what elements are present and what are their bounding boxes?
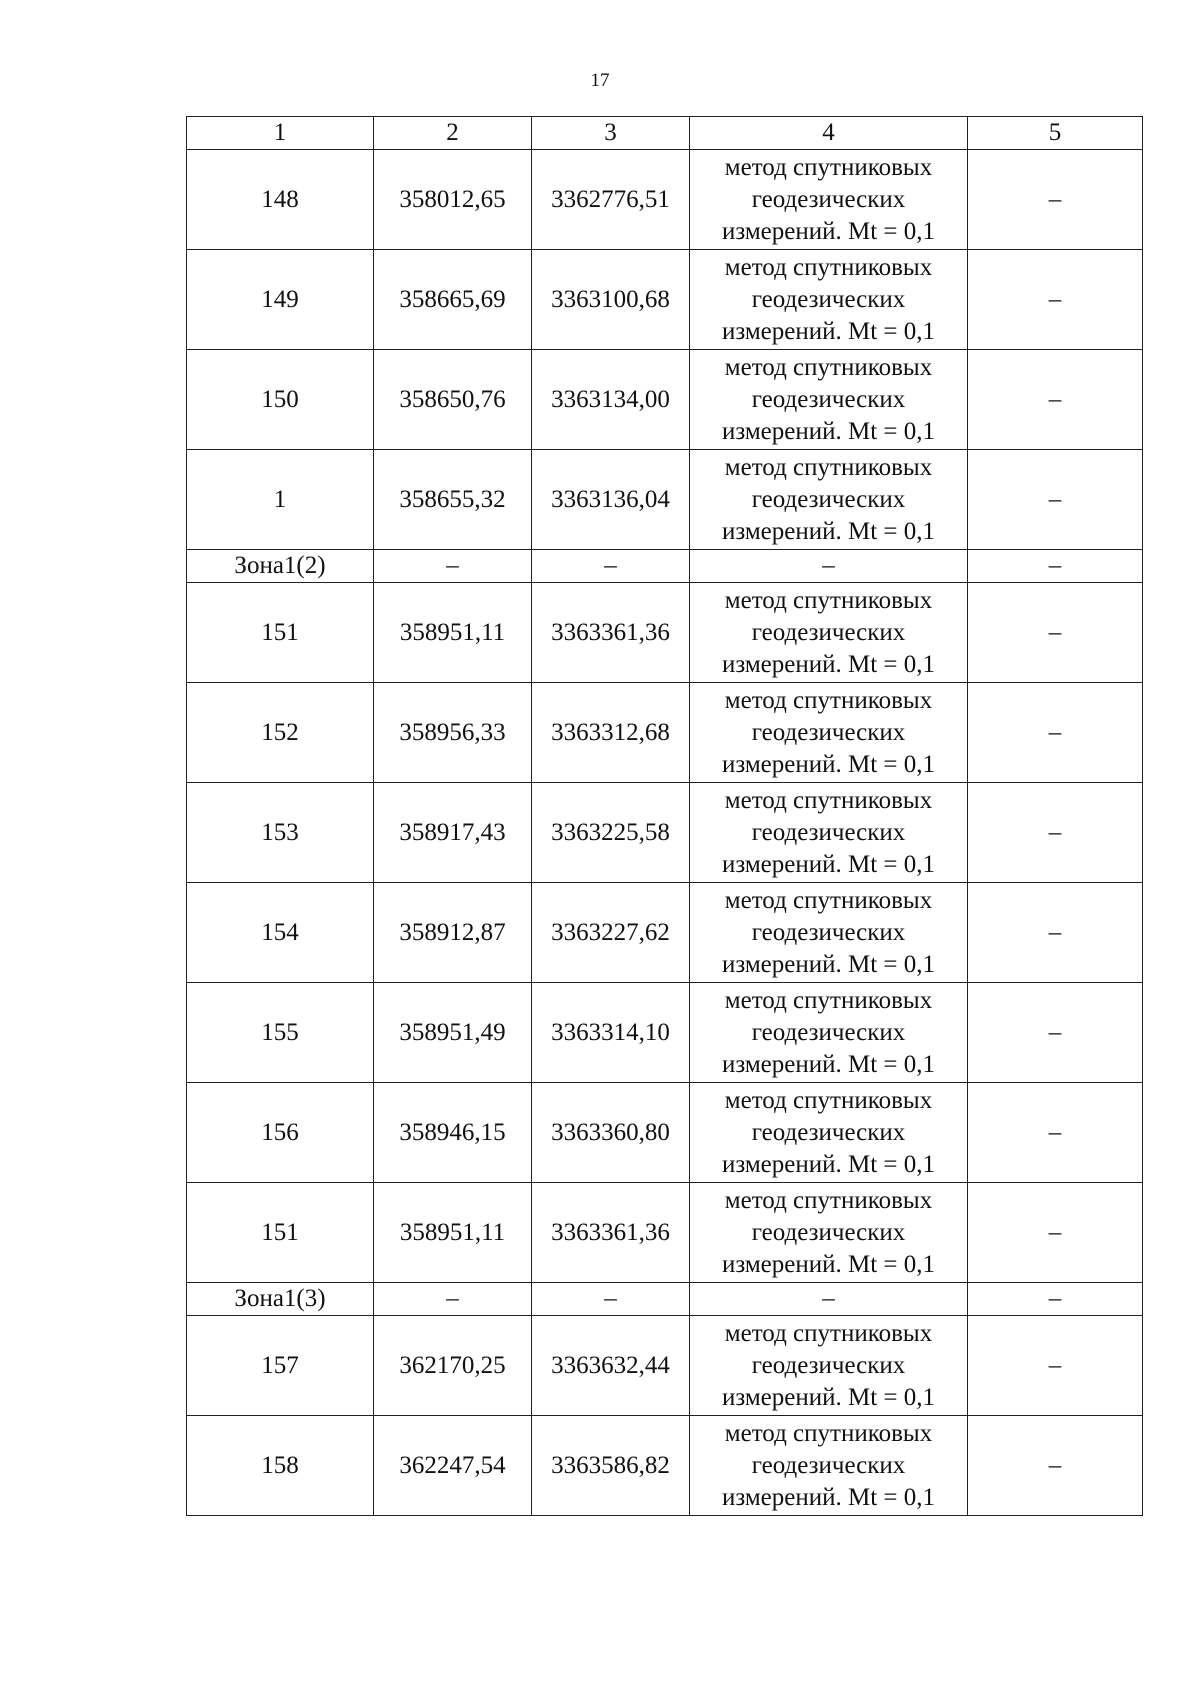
table-row: [187, 150, 1143, 250]
cell-point-number: 152: [187, 683, 374, 783]
method-line: геодезических: [751, 285, 906, 313]
cell-extra: –: [968, 1183, 1143, 1283]
cell-coord-y: 3363227,62: [532, 883, 690, 983]
cell-extra: –: [968, 1316, 1143, 1416]
method-line: измерений. Mt = 0,1: [721, 417, 936, 445]
method-line: геодезических: [751, 1351, 906, 1379]
cell-coord-x: 358650,76: [374, 350, 532, 450]
cell-coord-x: 358917,43: [374, 783, 532, 883]
method-line: геодезических: [751, 818, 906, 846]
cell-coord-x: 362247,54: [374, 1416, 532, 1516]
cell-coord-x: 358951,49: [374, 983, 532, 1083]
table-body: [187, 150, 1143, 1516]
cell-coord-x: 358956,33: [374, 683, 532, 783]
cell-extra: –: [968, 783, 1143, 883]
method-line: геодезических: [751, 185, 906, 213]
cell-extra: –: [968, 450, 1143, 550]
cell-coord-y: 3363361,36: [532, 1183, 690, 1283]
cell-coord-x: 358951,11: [374, 583, 532, 683]
cell-point-number: 151: [187, 583, 374, 683]
cell-extra: –: [968, 1083, 1143, 1183]
cell-coord-y: 3362776,51: [532, 150, 690, 250]
zone-row: [187, 1283, 1143, 1316]
cell-point-number: 149: [187, 250, 374, 350]
cell-method: [690, 583, 968, 683]
cell-coord-y: 3363361,36: [532, 583, 690, 683]
method-line: геодезических: [751, 918, 906, 946]
table-row: [187, 350, 1143, 450]
method-line: геодезических: [751, 1118, 906, 1146]
cell-coord-x: 358665,69: [374, 250, 532, 350]
header-cell-col-5: 5: [968, 117, 1143, 150]
method-line: метод спутниковых: [724, 1186, 933, 1214]
table-row: [187, 783, 1143, 883]
cell-coord-x: –: [374, 550, 532, 583]
table-row: [187, 883, 1143, 983]
method-line: метод спутниковых: [724, 153, 933, 181]
method-line: метод спутниковых: [724, 886, 933, 914]
method-line: измерений. Mt = 0,1: [721, 1150, 936, 1178]
cell-coord-x: 362170,25: [374, 1316, 532, 1416]
cell-method: [690, 1316, 968, 1416]
method-line: измерений. Mt = 0,1: [721, 1483, 936, 1511]
cell-point-number: 1: [187, 450, 374, 550]
cell-extra: –: [968, 250, 1143, 350]
cell-extra: –: [968, 350, 1143, 450]
method-line: измерений. Mt = 0,1: [721, 650, 936, 678]
table-row: [187, 983, 1143, 1083]
cell-point-number: 155: [187, 983, 374, 1083]
cell-coord-y: –: [532, 1283, 690, 1316]
method-line: метод спутниковых: [724, 1419, 933, 1447]
cell-coord-y: 3363136,04: [532, 450, 690, 550]
cell-coord-x: –: [374, 1283, 532, 1316]
method-line: метод спутниковых: [724, 253, 933, 281]
cell-point-number: 150: [187, 350, 374, 450]
method-line: геодезических: [751, 385, 906, 413]
cell-method: [690, 250, 968, 350]
cell-coord-y: 3363100,68: [532, 250, 690, 350]
table-row: [187, 250, 1143, 350]
cell-coord-x: 358655,32: [374, 450, 532, 550]
zone-row: [187, 550, 1143, 583]
method-line: измерений. Mt = 0,1: [721, 217, 936, 245]
cell-coord-y: 3363360,80: [532, 1083, 690, 1183]
method-line: измерений. Mt = 0,1: [721, 317, 936, 345]
cell-extra: –: [968, 983, 1143, 1083]
table-row: [187, 683, 1143, 783]
method-line: геодезических: [751, 618, 906, 646]
method-line: геодезических: [751, 718, 906, 746]
cell-extra: –: [968, 1283, 1143, 1316]
method-line: геодезических: [751, 485, 906, 513]
cell-extra: –: [968, 150, 1143, 250]
table-row: [187, 1416, 1143, 1516]
table-header: [187, 117, 1143, 150]
cell-extra: –: [968, 683, 1143, 783]
cell-coord-x: 358951,11: [374, 1183, 532, 1283]
cell-method: [690, 1083, 968, 1183]
cell-extra: –: [968, 1416, 1143, 1516]
cell-method: [690, 883, 968, 983]
cell-coord-x: 358946,15: [374, 1083, 532, 1183]
table-row: [187, 1316, 1143, 1416]
method-line: измерений. Mt = 0,1: [721, 1050, 936, 1078]
header-cell-col-4: 4: [690, 117, 968, 150]
method-line: метод спутниковых: [724, 786, 933, 814]
cell-method: [690, 450, 968, 550]
method-line: метод спутниковых: [724, 586, 933, 614]
cell-method: –: [690, 1283, 968, 1316]
cell-extra: –: [968, 883, 1143, 983]
method-line: геодезических: [751, 1218, 906, 1246]
cell-point-number: 156: [187, 1083, 374, 1183]
cell-point-number: 153: [187, 783, 374, 883]
table-row: [187, 450, 1143, 550]
method-line: измерений. Mt = 0,1: [721, 1383, 936, 1411]
cell-method: [690, 350, 968, 450]
header-cell-col-1: 1: [187, 117, 374, 150]
cell-method: [690, 683, 968, 783]
method-line: метод спутниковых: [724, 353, 933, 381]
cell-coord-y: 3363632,44: [532, 1316, 690, 1416]
table-row: [187, 1183, 1143, 1283]
cell-extra: –: [968, 583, 1143, 683]
method-line: измерений. Mt = 0,1: [721, 850, 936, 878]
cell-method: –: [690, 550, 968, 583]
cell-coord-y: –: [532, 550, 690, 583]
method-line: метод спутниковых: [724, 686, 933, 714]
coordinates-table: [186, 116, 1143, 1516]
cell-coord-x: 358912,87: [374, 883, 532, 983]
cell-point-number: 151: [187, 1183, 374, 1283]
method-line: метод спутниковых: [724, 1319, 933, 1347]
header-cell-col-3: 3: [532, 117, 690, 150]
cell-method: [690, 783, 968, 883]
cell-coord-y: 3363134,00: [532, 350, 690, 450]
cell-coord-y: 3363586,82: [532, 1416, 690, 1516]
table-row: [187, 1083, 1143, 1183]
header-cell-col-2: 2: [374, 117, 532, 150]
method-line: метод спутниковых: [724, 986, 933, 1014]
cell-method: [690, 150, 968, 250]
cell-method: [690, 983, 968, 1083]
header-row: [187, 117, 1143, 150]
cell-point-number: 154: [187, 883, 374, 983]
cell-method: [690, 1416, 968, 1516]
cell-point-number: 148: [187, 150, 374, 250]
method-line: измерений. Mt = 0,1: [721, 1250, 936, 1278]
cell-point-number: Зона1(3): [187, 1283, 374, 1316]
method-line: метод спутниковых: [724, 1086, 933, 1114]
method-line: измерений. Mt = 0,1: [721, 517, 936, 545]
table-row: [187, 583, 1143, 683]
cell-point-number: 158: [187, 1416, 374, 1516]
page-number: 17: [590, 70, 610, 91]
cell-coord-y: 3363312,68: [532, 683, 690, 783]
cell-coord-y: 3363314,10: [532, 983, 690, 1083]
method-line: геодезических: [751, 1018, 906, 1046]
cell-coord-x: 358012,65: [374, 150, 532, 250]
cell-point-number: Зона1(2): [187, 550, 374, 583]
cell-extra: –: [968, 550, 1143, 583]
method-line: геодезических: [751, 1451, 906, 1479]
method-line: измерений. Mt = 0,1: [721, 950, 936, 978]
cell-point-number: 157: [187, 1316, 374, 1416]
method-line: измерений. Mt = 0,1: [721, 750, 936, 778]
method-line: метод спутниковых: [724, 453, 933, 481]
cell-coord-y: 3363225,58: [532, 783, 690, 883]
cell-method: [690, 1183, 968, 1283]
